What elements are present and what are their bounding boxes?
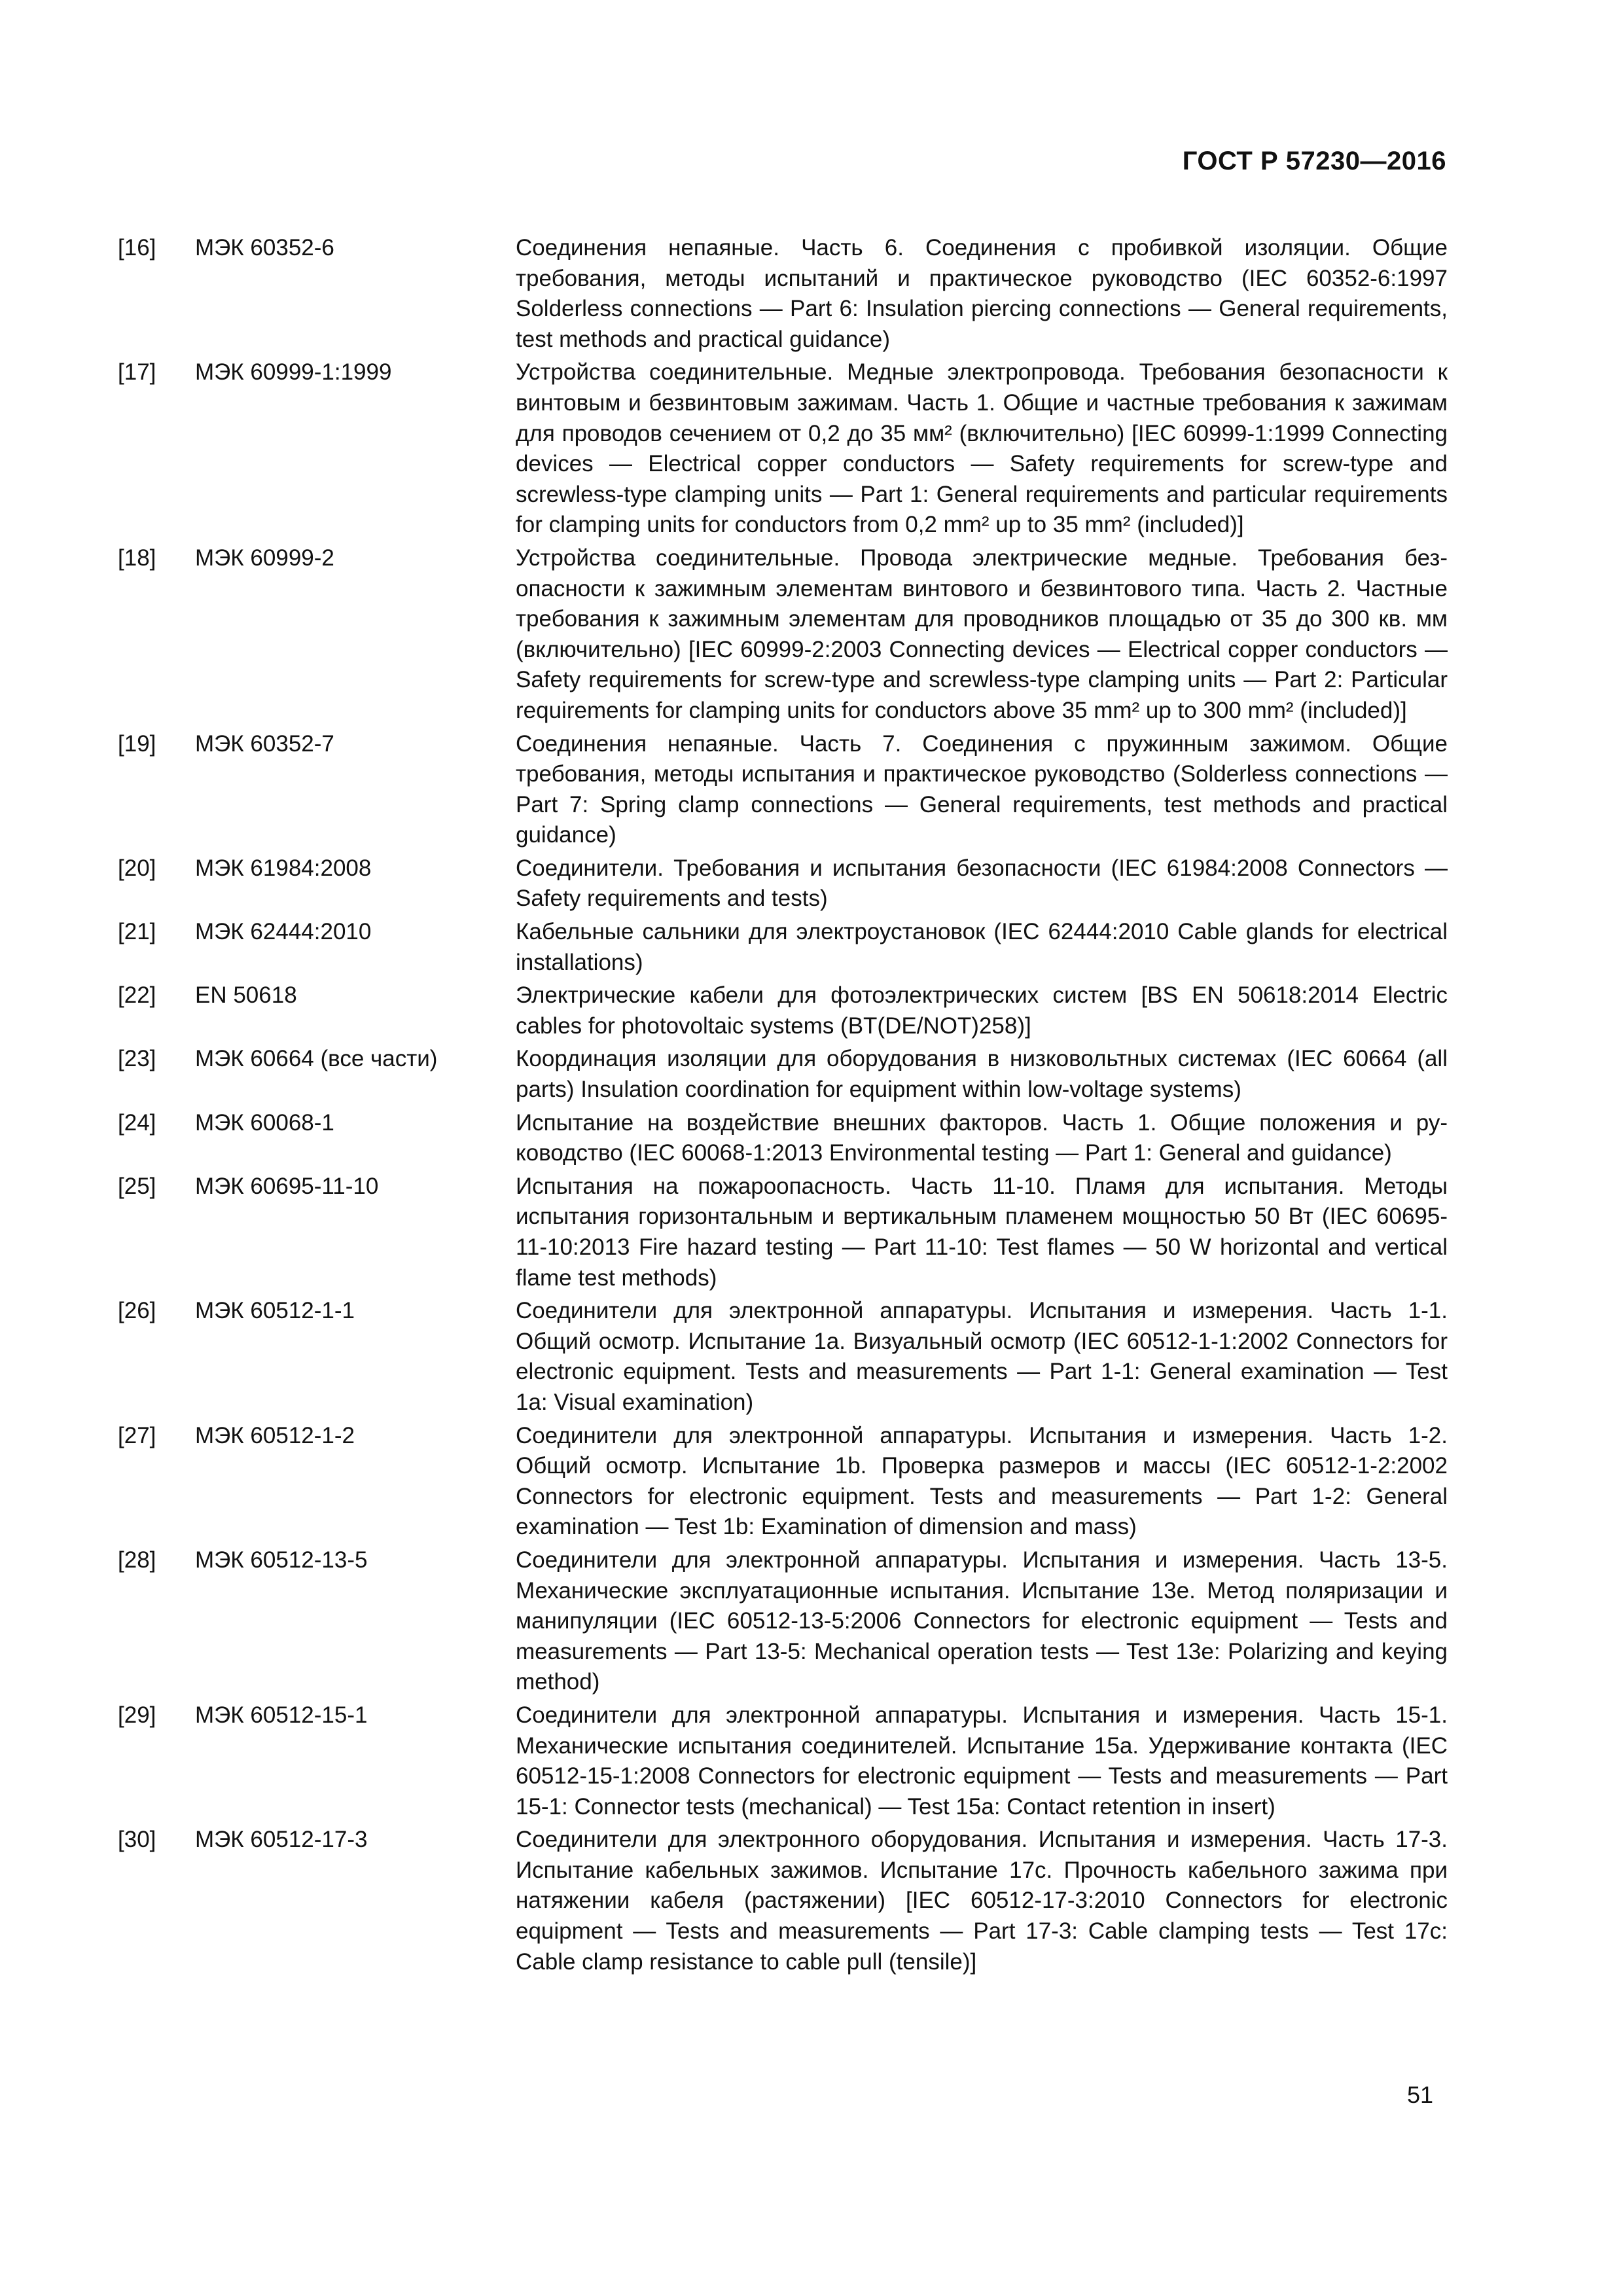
reference-number: [25] [118,1173,156,1199]
document-header-standard: ГОСТ Р 57230—2016 [1182,147,1446,175]
reference-description: Кабельные сальники для электроустановок (IEC 62444:2010 Cable glands for electrical installations) [516,919,1448,975]
reference-number: [19] [118,730,156,757]
list-item [118,1700,1448,1822]
reference-description: Устройства соединительные. Провода электрические медные. Требования безопасности к зажимным элементам винтового и безвинтового типа. Часть 2. Частные требования к зажимным элементам для проводников площадью от 35 до 300 кв. мм (включительно) [IEC 60999-2:2003 Connecting devices — Electrical copper conductors — Safety requirements for screw-type and screwless-type clamping units — Part 2: Particular requirements for clamping units for conductors above 35 mm² up to 300 mm² (included)] [516,545,1448,723]
reference-number: [29] [118,1702,156,1728]
reference-code: МЭК 60352-7 [195,730,334,757]
reference-description: Соединители для электронной аппаратуры. Испытания и измерения. Часть 1-2. Общий осмотр. Испытание 1b. Проверка размеров и массы (IEC 60512-1-2:2002 Connectors for electronic equipment. Tests and measurements — Part 1-2: General examination — Test 1b: Examination of dimension and mass) [516,1422,1448,1540]
reference-number: [18] [118,545,156,571]
page-number: 51 [1406,2081,1433,2108]
list-item [118,1545,1448,1698]
reference-description: Соединители для электронной аппаратуры. Испытания и измерения. Часть 13-5. Механические эксплуатационные испытания. Испытание 13e. Метод поляризации и манипуляции (IEC 60512-13-5:2006 Connectors for electronic equipment — Tests and measurements — Part 13-5: Mechanical operation tests — Test 13e: Polarizing and keying method) [516,1547,1448,1695]
reference-code: МЭК 60512-1-2 [195,1422,355,1448]
reference-code: МЭК 60512-15-1 [195,1702,368,1728]
list-item [118,1421,1448,1543]
reference-code: МЭК 60664 (все части) [195,1046,438,1072]
reference-description: Координация изоляции для оборудования в низковольтных системах (IEC 60664 (all parts) Insulation coordination for equipment within low-voltage systems) [516,1046,1448,1103]
reference-number: [16] [118,235,156,260]
list-item [118,729,1448,851]
list-item [118,917,1448,978]
reference-number: [21] [118,919,156,945]
reference-code: МЭК 60512-17-3 [195,1827,368,1853]
bibliography-list [118,233,1448,1980]
reference-code: МЭК 60352-6 [195,235,334,260]
reference-number: [17] [118,359,156,386]
reference-code: EN 50618 [195,982,297,1009]
list-item [118,1172,1448,1293]
list-item [118,853,1448,914]
reference-code: МЭК 60512-1-1 [195,1298,355,1324]
reference-code: МЭК 60512-13-5 [195,1547,368,1573]
list-item [118,543,1448,726]
reference-number: [24] [118,1109,156,1136]
list-item [118,980,1448,1041]
reference-code: МЭК 61984:2008 [195,855,372,881]
reference-description: Соединения непаяные. Часть 6. Соединения с пробивкой изоляции. Общие требования, методы испытаний и практическое руководство (IEC 60352-6:1997 Solderless connections — Part 6: Insulation piercing connections — General requirements, test methods and practical guidance) [516,235,1448,352]
reference-code: МЭК 60068-1 [195,1109,334,1136]
reference-number: [28] [118,1547,156,1573]
reference-description: Соединения непаяные. Часть 7. Соединения с пружинным зажимом. Общие требования, методы испытания и практическое руководство (Solderless connections — Part 7: Spring clamp connections — General requirements, test methods and practical guidance) [516,730,1448,848]
reference-code: МЭК 62444:2010 [195,919,372,945]
list-item [118,1044,1448,1105]
reference-description: Соединители для электронной аппаратуры. Испытания и измерения. Часть 15-1. Механические испытания соединителей. Испытание 15а. Удерживание контакта (IEC 60512-15-1:2008 Connectors for electronic equipment — Tests and measurements — Part 15-1: Connector tests (mechanical) — Test 15a: Contact retention in insert) [516,1702,1448,1820]
reference-number: [26] [118,1298,156,1324]
reference-number: [23] [118,1046,156,1072]
reference-description: Соединители для электронной аппаратуры. Испытания и измерения. Часть 1-1. Общий осмотр. Испытание 1a. Визуальный осмотр (IEC 60512-1-1:2002 Connectors for electronic equipment. Tests and measurements — Part 1-1: General examination — Test 1a: Visual examination) [516,1298,1448,1415]
reference-code: МЭК 60695-11-10 [195,1173,379,1199]
reference-code: МЭК 60999-2 [195,545,334,571]
list-item [118,1108,1448,1169]
reference-description: Устройства соединительные. Медные электропровода. Требования безопасности к винтовым и безвинтовым зажимам. Часть 1. Общие и частные требования к зажимам для проводов сечением от 0,2 до 35 мм² (включительно) [IEC 60999-1:1999 Connecting devices — Electrical copper conductors — Safety requirements for screw-type and screwless-type clamping units — Part 1: General requirements and particular requirements for clamping units for conductors from 0,2 mm² up to 35 mm² (included)] [516,359,1448,538]
reference-description: Соединители для электронного оборудования. Испытания и измерения. Часть 17-3. Испытание кабельных зажимов. Испытание 17c. Прочность кабельного зажима при натяжении кабеля (растяжении) [IEC 60512-17-3:2010 Connectors for electronic equipment — Tests and measurements — Part 17-3: Cable clamping tests — Test 17c: Cable clamp resistance to cable pull (tensile)] [516,1827,1448,1975]
list-item [118,357,1448,541]
reference-number: [22] [118,982,156,1009]
list-item [118,1825,1448,1977]
list-item [118,233,1448,355]
reference-number: [30] [118,1827,156,1853]
reference-description: Испытание на воздействие внешних факторов. Часть 1. Общие положения и руководство (IEC 60068-1:2013 Environmental testing — Part 1: General and guidance) [516,1109,1448,1166]
reference-number: [27] [118,1422,156,1448]
reference-description: Испытания на пожароопасность. Часть 11-10. Пламя для испытания. Методы испытания горизонтальным и вертикальным пламенем мощностью 50 Вт (IEC 60695-11-10:2013 Fire hazard testing — Part 11-10: Test flames — 50 W horizontal and vertical flame test methods) [516,1173,1448,1291]
reference-description: Соединители. Требования и испытания безопасности (IEC 61984:2008 Connectors — Safety requirements and tests) [516,855,1448,912]
reference-description: Электрические кабели для фотоэлектрических систем [BS EN 50618:2014 Electric cables for photovoltaic systems (BT(DE/NOT)258)] [516,982,1448,1039]
reference-code: МЭК 60999-1:1999 [195,359,392,386]
list-item [118,1296,1448,1418]
reference-number: [20] [118,855,156,881]
